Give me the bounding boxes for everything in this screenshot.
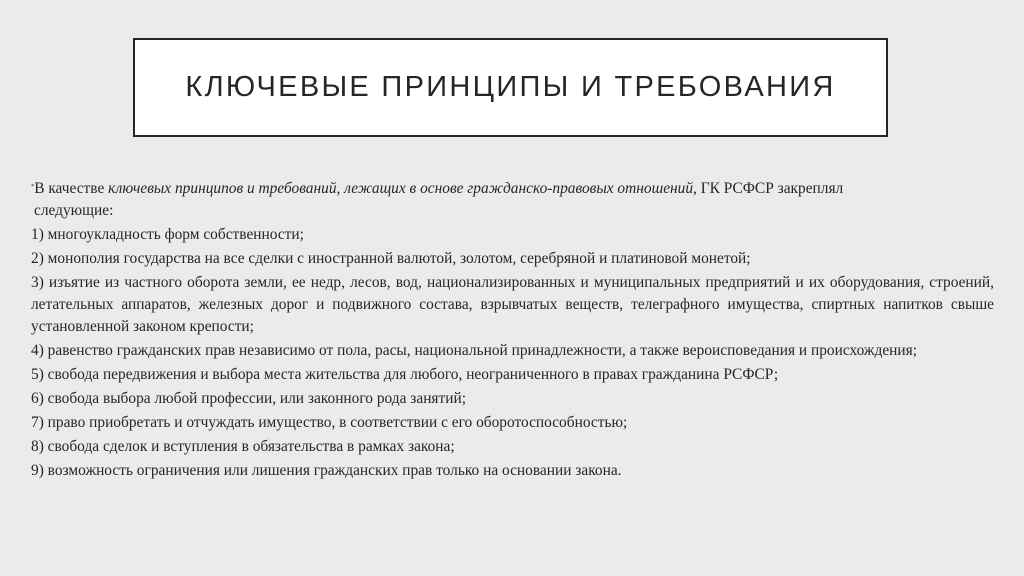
intro-italic: ключевых принципов и требований, лежащих в основе гражданско-правовых отношений, bbox=[108, 180, 697, 197]
list-item: 2) монополия государства на все сделки с иностранной валютой, золотом, серебряной и платиновой монетой; bbox=[31, 250, 751, 267]
slide-title: КЛЮЧЕВЫЕ ПРИНЦИПЫ И ТРЕБОВАНИЯ bbox=[185, 71, 836, 103]
list-item: 1) многоукладность форм собственности; bbox=[31, 226, 304, 243]
list-item: 8) свобода сделок и вступления в обязательства в рамках закона; bbox=[31, 438, 455, 455]
list-item: 7) право приобретать и отчуждать имущество, в соответствии с его оборотоспособностью; bbox=[31, 414, 628, 431]
intro-rest: ГК РСФСР закреплял bbox=[696, 180, 844, 197]
list-item: 6) свобода выбора любой профессии, или законного рода занятий; bbox=[31, 390, 466, 407]
bullet-icon: ▪ bbox=[31, 180, 35, 190]
intro-lead: В качестве bbox=[34, 180, 109, 197]
intro-continuation: следующие: bbox=[34, 202, 114, 219]
title-box bbox=[133, 38, 888, 137]
list-item: 4) равенство гражданских прав независимо от пола, расы, национальной принадлежности, а также вероисповедания и происхождения; bbox=[31, 342, 918, 359]
intro-paragraph bbox=[31, 178, 994, 222]
list-item: 9) возможность ограничения или лишения гражданских прав только на основании закона. bbox=[31, 462, 622, 479]
list-item: 3) изъятие из частного оборота земли, ее недр, лесов, вод, национализированных и муниципальных предприятий и их оборудования, строений, летательных аппаратов, железных дорог и подвижного состава, взрывчатых веществ, телеграфного имущества, спиртных напитков свыше установленной законом крепости; bbox=[31, 274, 994, 335]
slide-body bbox=[31, 178, 994, 484]
list-item: 5) свобода передвижения и выбора места жительства для любого, неограниченного в правах гражданина РСФСР; bbox=[31, 366, 779, 383]
